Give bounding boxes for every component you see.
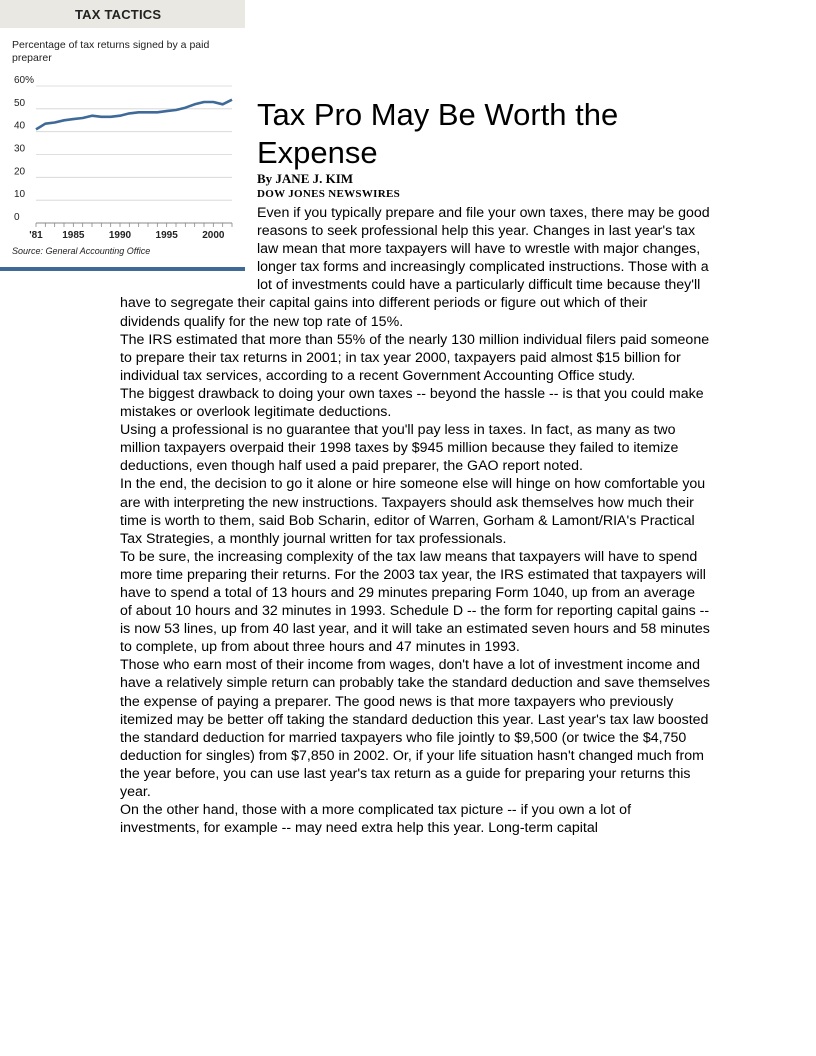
y-tick-label: 40	[14, 120, 26, 132]
y-tick-label: 20	[14, 166, 26, 178]
article-paragraph: The IRS estimated that more than 55% of the nearly 130 million individual filers paid someone to prepare their tax returns in 2001; in tax year 2000, taxpayers paid almost $15 billion for individual tax services, according to a recent Government Accounting Office study.	[120, 331, 710, 384]
chart-title: Percentage of tax returns signed by a paid preparer	[12, 39, 210, 64]
chart-wrap-spacer	[120, 204, 257, 291]
x-tick-label: '81	[29, 230, 43, 241]
article-paragraph: In the end, the decision to go it alone or hire someone else will hinge on how comfortable you are with interpreting the new instructions. Taxpayers should ask themselves how much their time is worth to them, said Bob Scharin, editor of Warren, Gorham & Lamont/RIA's Practical Tax Strategies, a monthly journal written for tax professionals.	[120, 476, 706, 547]
series-line	[36, 100, 232, 130]
article-source: DOW JONES NEWSWIRES	[257, 188, 401, 200]
x-tick-label: 1995	[155, 230, 178, 241]
article-paragraph: Those who earn most of their income from wages, don't have a lot of investment income and have a relatively simple return can probably take the standard deduction and save themselves the expense of paying a preparer. The good news is that more taxpayers who previously itemized may be better off taking the standard deduction this year. Last year's tax law boosted the standard deduction for married taxpayers who file jointly to $9,500 (or twice the $4,750 deduction for singles) from $7,850 in 2002. Or, if your life situation hasn't changed much from the year before, you can use last year's tax return as a guide for preparing your returns this year.	[120, 657, 710, 800]
y-tick-label: 10	[14, 189, 26, 201]
y-tick-label: 0	[14, 212, 20, 223]
article-byline: By JANE J. KIM	[257, 171, 354, 186]
x-tick-label: 1985	[62, 230, 85, 241]
y-tick-label: 30	[14, 143, 26, 155]
article-body	[120, 204, 710, 837]
article-paragraph: The biggest drawback to doing your own taxes -- beyond the hassle -- is that you could make mistakes or overlook legitimate deductions.	[120, 385, 704, 421]
x-tick-label: 2000	[202, 230, 225, 241]
article-paragraph: To be sure, the increasing complexity of the tax law means that taxpayers will have to spend more time preparing their returns. For the 2003 tax year, the IRS estimated that taxpayers will have to spend a total of 13 hours and 29 minutes preparing Form 1040, up from an average of about 10 hours and 32 minutes in 1993. Schedule D -- the form for reporting capital gains -- is now 53 lines, up from 40 last year, and it will take an estimated seven hours and 58 minutes to complete, up from about three hours and 47 minutes in 1993.	[120, 548, 710, 656]
chart-header-label: TAX TACTICS	[75, 7, 162, 22]
article-headline: Tax Pro May Be Worth the Expense	[257, 97, 619, 170]
chart-source: Source: General Accounting Office	[12, 246, 151, 256]
article-paragraph: Even if you typically prepare and file your own taxes, there may be good reasons to seek professional help this year. Changes in last year's tax law mean that more taxpayers will have to wrestle with major changes, longer tax forms and increasingly complicated instructions. Those with a lot of investments could have a particularly difficult time because they'll have to segregate their capital gains into different periods or figure out which of their dividends qualify for the new top rate of 15%.	[120, 205, 710, 330]
article-paragraph: On the other hand, those with a more complicated tax picture -- if you own a lot of investments, for example -- may need extra help this year. Long-term capital	[120, 802, 632, 837]
x-tick-label: 1990	[108, 230, 132, 241]
y-tick-label: 50	[14, 97, 26, 109]
y-tick-label: 60%	[14, 75, 35, 86]
article-paragraph: Using a professional is no guarantee that you'll pay less in taxes. In fact, as many as two million taxpayers overpaid their 1998 taxes by $945 million because they failed to itemize deductions, even though half used a paid preparer, the GAO report noted.	[120, 422, 679, 475]
